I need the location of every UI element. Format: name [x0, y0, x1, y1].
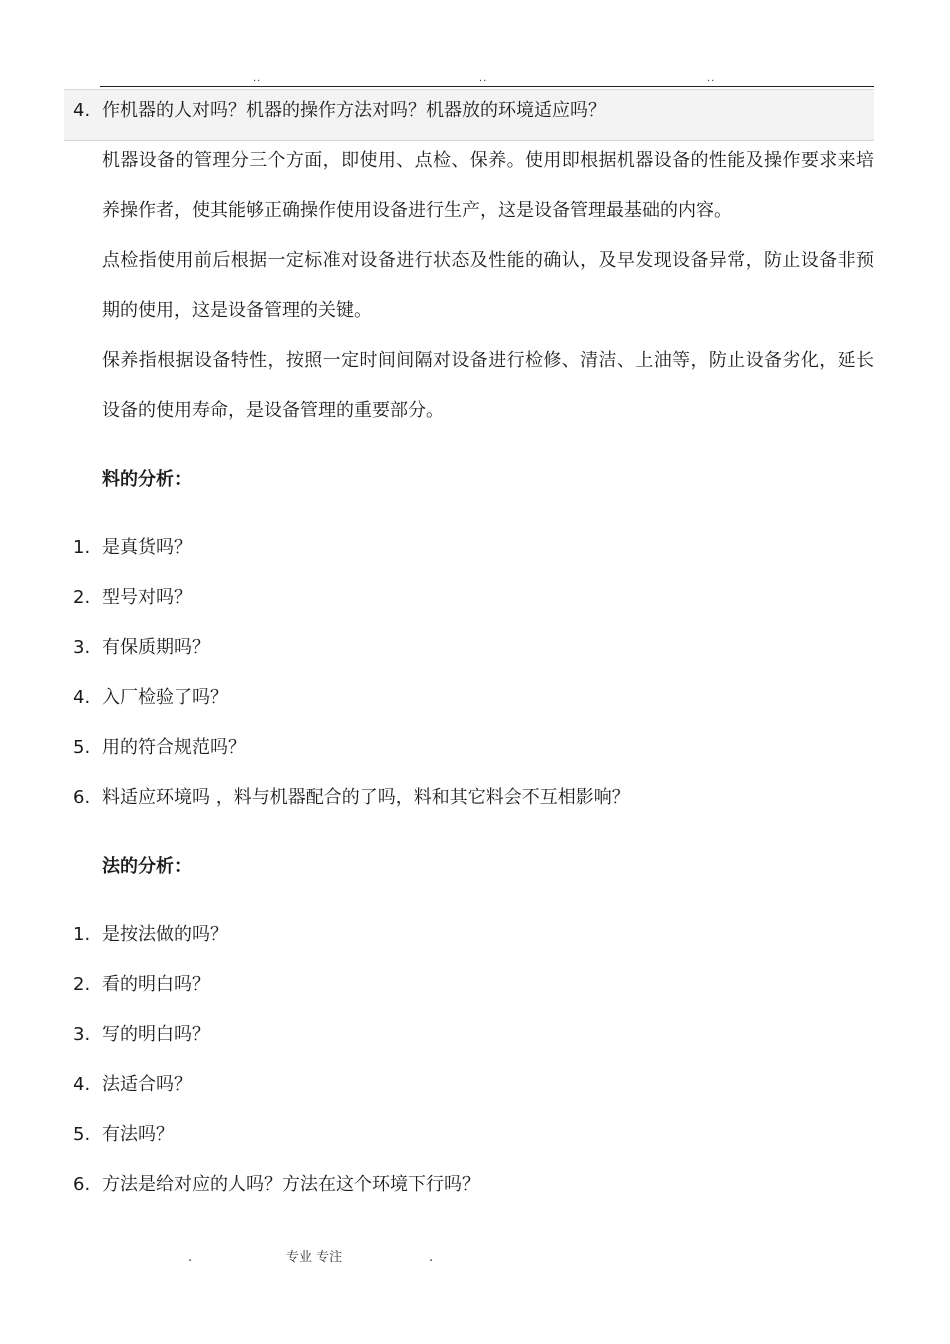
list-item-text: 写的明白吗？ — [102, 1024, 210, 1045]
list-item-number: 4. — [73, 687, 91, 708]
list-item-number: 4. — [73, 100, 91, 121]
header-mark-right: .. — [707, 73, 716, 84]
footer-text: 专业 专注 — [286, 1250, 343, 1265]
paragraph-inspection: 点检指使用前后根据一定标准对设备进行状态及性能的确认，及早发现设备异常，防止设备非预期的使用，这是设备管理的关键。 — [102, 250, 874, 321]
list-item-number: 1. — [73, 537, 91, 558]
list-item-text: 型号对吗？ — [102, 587, 192, 608]
list-item-number: 2. — [73, 974, 91, 995]
footer-mark-left: . — [188, 1250, 193, 1265]
list-item-number: 3. — [73, 637, 91, 658]
paragraph-maintenance: 保养指根据设备特性，按照一定时间间隔对设备进行检修、清洁、上油等，防止设备劣化，延长设备的使用寿命，是设备管理的重要部分。 — [102, 350, 874, 421]
list-item-number: 5. — [73, 737, 91, 758]
header-mark-center: .. — [479, 73, 488, 84]
list-item-number: 2. — [73, 587, 91, 608]
list-item-text: 作机器的人对吗？机器的操作方法对吗？机器放的环境适应吗？ — [102, 100, 606, 121]
list-item-number: 3. — [73, 1024, 91, 1045]
header-mark-left: .. — [253, 73, 262, 84]
list-item-text: 有保质期吗？ — [102, 637, 210, 658]
list-item-text: 是真货吗？ — [102, 537, 192, 558]
list-item-text: 有法吗？ — [102, 1124, 174, 1145]
list-item-number: 6. — [73, 1174, 91, 1195]
list-item-number: 5. — [73, 1124, 91, 1145]
section-heading-method: 法的分析： — [102, 856, 192, 877]
list-item-text: 法适合吗？ — [102, 1074, 192, 1095]
footer-mark-right: . — [429, 1250, 434, 1265]
header-rule — [100, 86, 874, 87]
list-item-number: 6. — [73, 787, 91, 808]
list-item-text: 料适应环境吗 ，料与机器配合的了吗，料和其它料会不互相影响？ — [102, 787, 630, 808]
list-item-text: 看的明白吗？ — [102, 974, 210, 995]
list-item-number: 4. — [73, 1074, 91, 1095]
list-item-text: 入厂检验了吗？ — [102, 687, 228, 708]
paragraph-usage: 机器设备的管理分三个方面，即使用、点检、保养。使用即根据机器设备的性能及操作要求来培养操作者，使其能够正确操作使用设备进行生产，这是设备管理最基础的内容。 — [102, 150, 874, 221]
section-heading-material: 料的分析： — [102, 469, 192, 490]
list-item-text: 方法是给对应的人吗？方法在这个环境下行吗？ — [102, 1174, 480, 1195]
list-item-number: 1. — [73, 924, 91, 945]
list-item-text: 是按法做的吗？ — [102, 924, 228, 945]
list-item-text: 用的符合规范吗？ — [102, 737, 246, 758]
